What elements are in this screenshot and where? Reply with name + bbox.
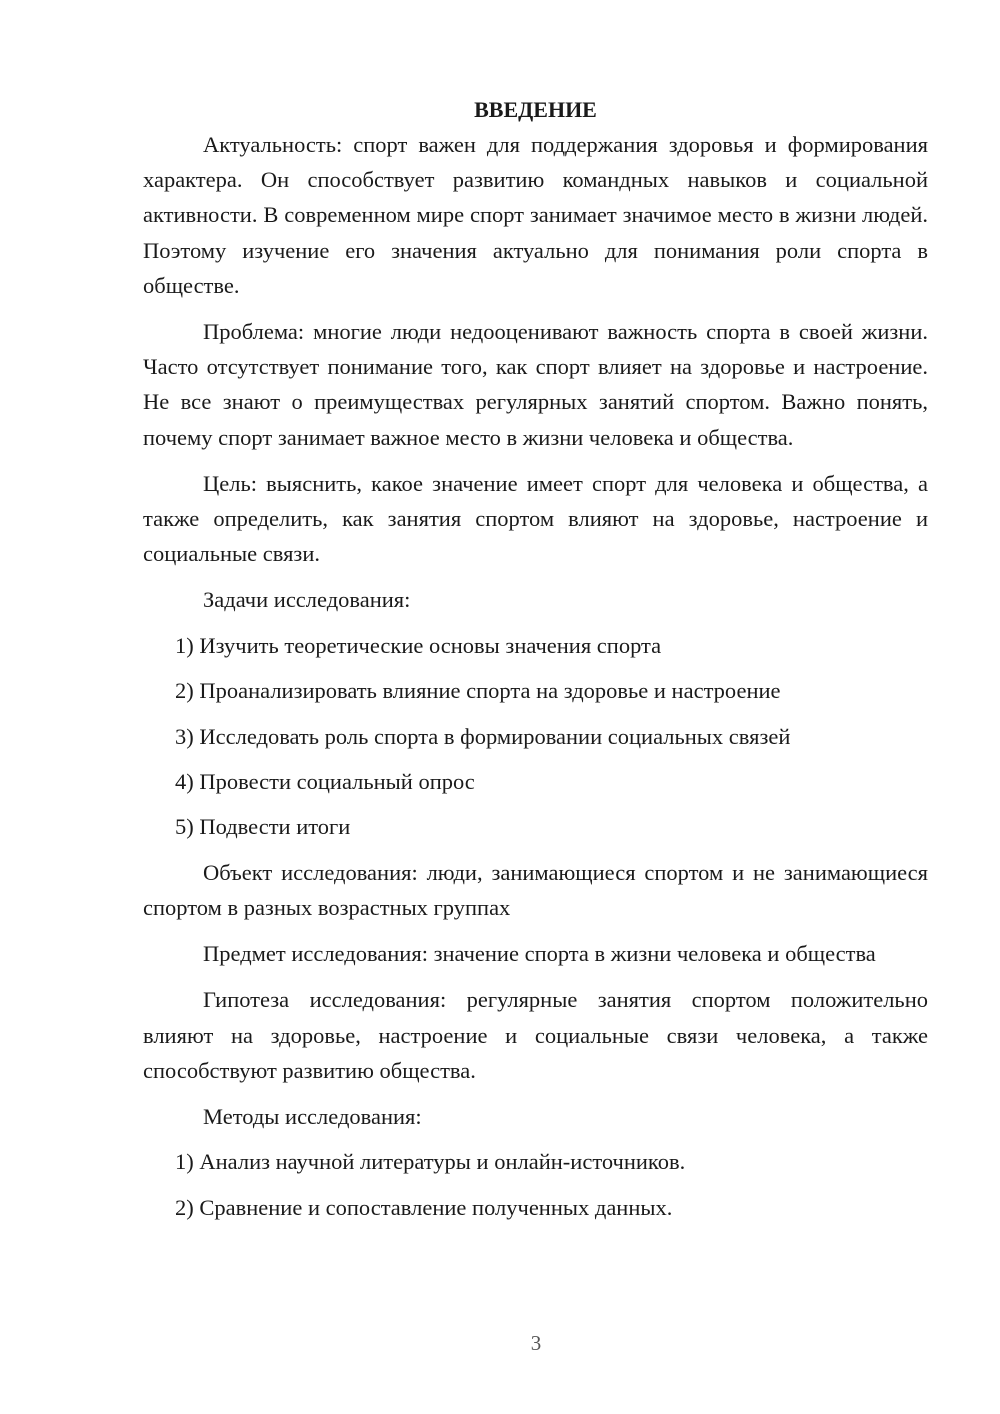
page-number: 3 — [530, 1331, 542, 1355]
section-heading: ВВЕДЕНИЕ — [474, 97, 597, 122]
tasks-list — [143, 628, 928, 845]
list-item: 3) Исследовать роль спорта в формировании социальных связей — [175, 723, 791, 749]
list-item: 1) Анализ научной литературы и онлайн-источников. — [175, 1149, 686, 1175]
goal-paragraph: Цель: выяснить, какое значение имеет спорт для человека и общества, а также определить, как занятия спортом влияют на здоровье, настроение и социальные связи. — [143, 470, 928, 567]
relevance-paragraph: Актуальность: спорт важен для поддержания здоровья и формирования характера. Он способствует развитию командных навыков и социальной активности. В современном мире спорт занимает значимое место в жизни людей. Поэтому изучение его значения актуально для понимания роли спорта в обществе. — [143, 132, 928, 298]
methods-list — [143, 1144, 928, 1225]
list-item: 5) Подвести итоги — [175, 814, 351, 840]
list-item: 2) Сравнение и сопоставление полученных данных. — [175, 1194, 673, 1220]
problem-paragraph: Проблема: многие люди недооценивают важность спорта в своей жизни. Часто отсутствует понимание того, как спорт влияет на здоровье и настроение. Не все знают о преимуществах регулярных занятий спортом. Важно понять, почему спорт занимает важное место в жизни человека и общества. — [143, 319, 928, 450]
list-item: 2) Проанализировать влияние спорта на здоровье и настроение — [175, 678, 781, 704]
tasks-intro: Задачи исследования: — [203, 587, 411, 613]
subject-paragraph: Предмет исследования: значение спорта в жизни человека и общества — [203, 941, 876, 967]
list-item: 4) Провести социальный опрос — [175, 769, 475, 794]
document-page — [143, 92, 928, 1235]
hypothesis-paragraph: Гипотеза исследования: регулярные занятия спортом положительно влияют на здоровье, настроение и социальные связи человека, а также способствуют развитию общества. — [143, 987, 928, 1083]
list-item: 1) Изучить теоретические основы значения спорта — [175, 632, 662, 658]
object-paragraph: Объект исследования: люди, занимающиеся спортом и не занимающиеся спортом в разных возрастных группах — [143, 859, 928, 920]
methods-intro: Методы исследования: — [203, 1104, 422, 1129]
